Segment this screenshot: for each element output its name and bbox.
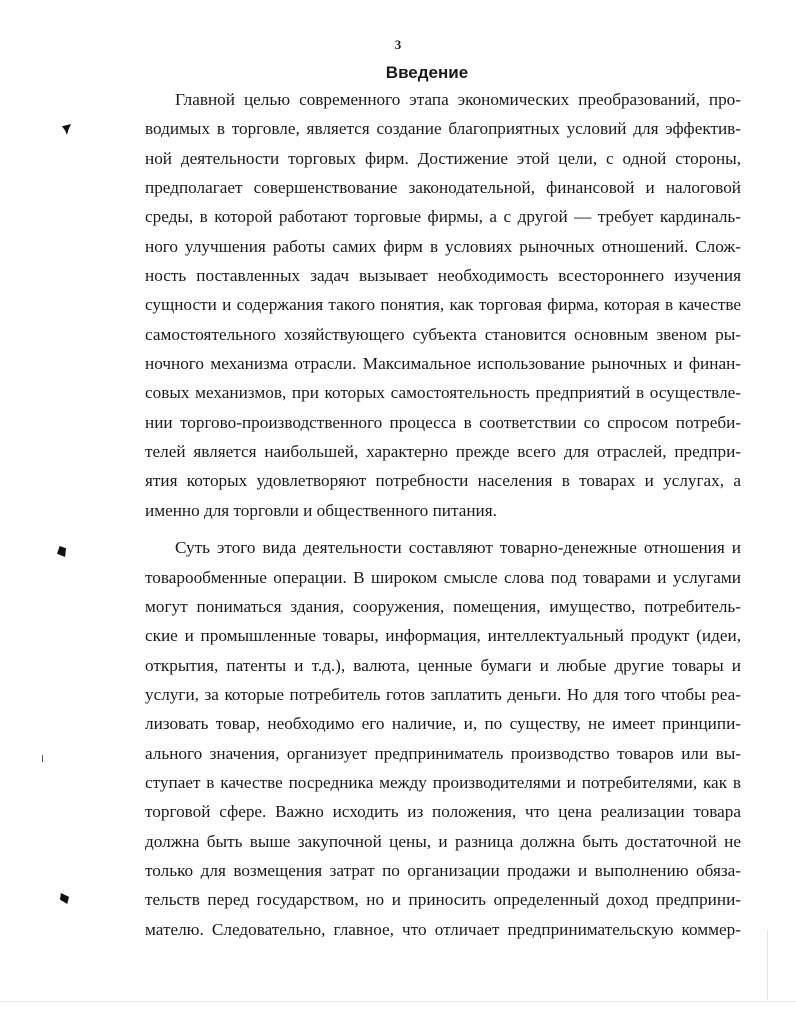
section-heading: Введение — [385, 63, 469, 82]
text-line: нии торгово-производственного процесса в соответствии со спросом потреби- — [145, 412, 741, 432]
text-line: ального значения, организует предприниматель производство товаров или вы- — [145, 743, 741, 763]
text-line: торговой сфере. Важно исходить из положения, что цена реализации товара — [145, 802, 741, 822]
text-line: тельств перед государством, но и приносить определенный доход предприни- — [145, 890, 741, 910]
text-line: водимых в торговле, является создание благоприятных условий для эффектив- — [145, 119, 741, 139]
text-line: предполагает совершенствование законодательной, финансовой и налоговой — [145, 178, 741, 198]
text-line: ятия которых удовлетворяют потребности населения в товарах и услугах, а — [145, 471, 741, 491]
text-line: мателю. Следовательно, главное, что отличает предпринимательскую коммер- — [145, 919, 741, 939]
scan-tick — [42, 755, 43, 762]
text-line: лизовать товар, необходимо его наличие, и, по существу, не имеет принципи- — [145, 714, 741, 734]
text-line: товарообменные операции. В широком смысле слова под товарами и услугами — [145, 567, 741, 587]
text-line: ские и промышленные товары, информация, интеллектуальный продукт (идеи, — [145, 626, 741, 646]
page-number: 3 — [394, 37, 402, 52]
text-line: открытия, патенты и т.д.), валюта, ценные бумаги и любые другие товары и — [145, 655, 741, 675]
text-line: могут пониматься здания, сооружения, помещения, имущество, потребитель- — [145, 596, 741, 616]
text-line: телей является наибольшей, характерно прежде всего для отраслей, предпри- — [145, 442, 741, 462]
page-bottom-edge — [0, 1001, 796, 1002]
text-line: Главной целью современного этапа экономических преобразований, про- — [175, 90, 741, 109]
text-line: Суть этого вида деятельности составляют товарно-денежные отношения и — [175, 538, 741, 558]
text-line: ность поставленных задач вызывает необходимость всестороннего изучения — [145, 266, 741, 286]
body-text — [145, 85, 741, 944]
text-line: только для возмещения затрат по организации продажи и выполнению обяза- — [145, 860, 741, 880]
text-line: среды, в которой работают торговые фирмы, а с другой — требует кардиналь- — [145, 207, 741, 227]
scan-mark — [60, 893, 69, 904]
text-line: ступает в качестве посредника между производителями и потребителями, как в — [145, 772, 741, 792]
text-line: самостоятельного хозяйствующего субъекта становится основным звеном ры- — [145, 324, 741, 344]
text-line: совых механизмов, при которых самостоятельность предприятий в осуществле- — [145, 383, 741, 403]
text-line: ного улучшения работы самих фирм в условиях рыночных отношений. Слож- — [145, 236, 741, 256]
text-line: ной деятельности торговых фирм. Достижение этой цели, с одной стороны, — [145, 148, 741, 168]
text-line: должна быть выше закупочной цены, и разница должна быть достаточной не — [145, 831, 741, 851]
text-line: сущности и содержания такого понятия, как торговая фирма, которая в качестве — [145, 295, 741, 315]
text-line: ночного механизма отрасли. Максимальное использование рыночных и финан- — [145, 354, 741, 374]
page-edge — [767, 930, 768, 1000]
text-line: именно для торговли и общественного питания. — [145, 500, 497, 520]
scan-mark — [57, 546, 66, 557]
scan-mark — [62, 124, 71, 135]
text-line: услуги, за которые потребитель готов заплатить деньги. Но для того чтобы реа- — [145, 684, 741, 704]
